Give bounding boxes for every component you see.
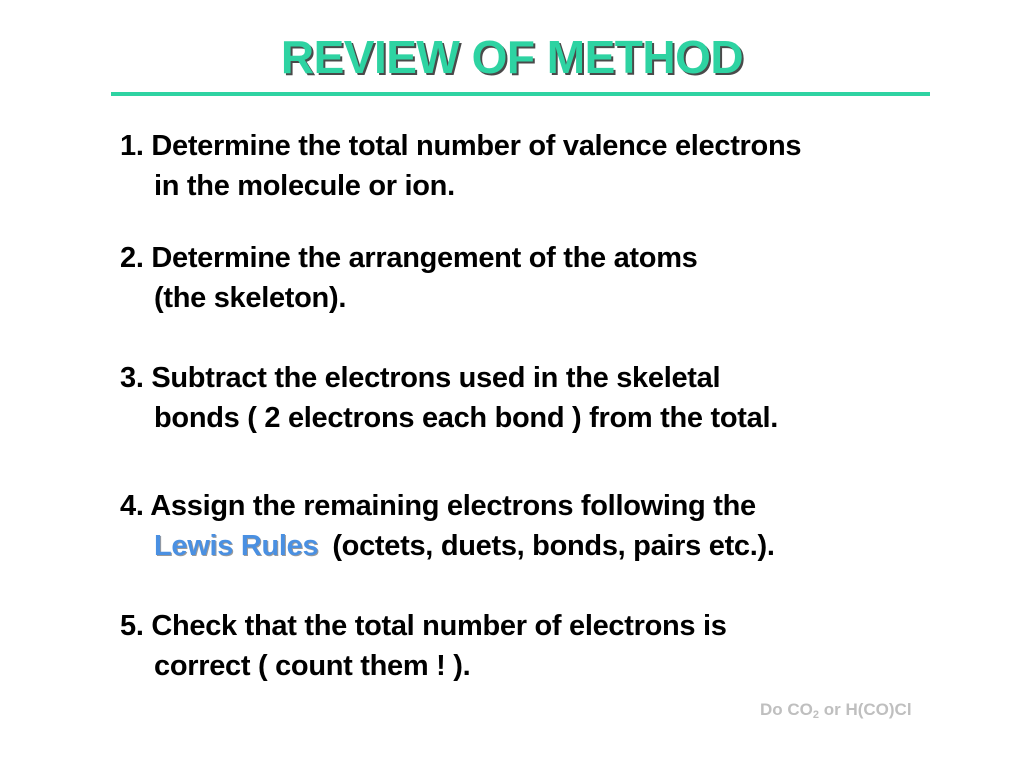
step-4-line-1: 4. Assign the remaining electrons following the — [120, 490, 756, 522]
step-2 — [120, 238, 1000, 318]
step-5-line-1: 5. Check that the total number of electrons is — [120, 610, 727, 642]
step-3 — [120, 358, 1000, 438]
step-4-line-2 — [120, 526, 1000, 566]
step-4 — [120, 486, 1000, 566]
step-3-line-1: 3. Subtract the electrons used in the skeletal — [120, 362, 721, 394]
step-2-line-1: 2. Determine the arrangement of the atoms — [120, 242, 698, 274]
title-underline-rule — [111, 92, 930, 96]
step-4-line-2-rest: (octets, duets, bonds, pairs etc.). — [332, 530, 775, 562]
step-5-line-2: correct ( count them ! ). — [154, 650, 471, 682]
footnote-part-2: or H(CO)Cl — [819, 700, 912, 719]
footnote-part-1: Do CO — [760, 700, 813, 719]
step-1-line-1: 1. Determine the total number of valence electrons — [120, 130, 802, 162]
step-2-line-2: (the skeleton). — [154, 282, 347, 314]
footnote-subscript: 2 — [812, 709, 820, 721]
step-3-line-2: bonds ( 2 electrons each bond ) from the total. — [154, 402, 778, 434]
step-1 — [120, 126, 1000, 206]
exercise-footnote — [760, 700, 912, 721]
slide-title: REVIEW OF METHOD — [280, 31, 744, 83]
lewis-rules-link[interactable]: Lewis Rules — [154, 530, 319, 562]
step-1-line-2: in the molecule or ion. — [154, 170, 455, 202]
step-5 — [120, 606, 1000, 686]
